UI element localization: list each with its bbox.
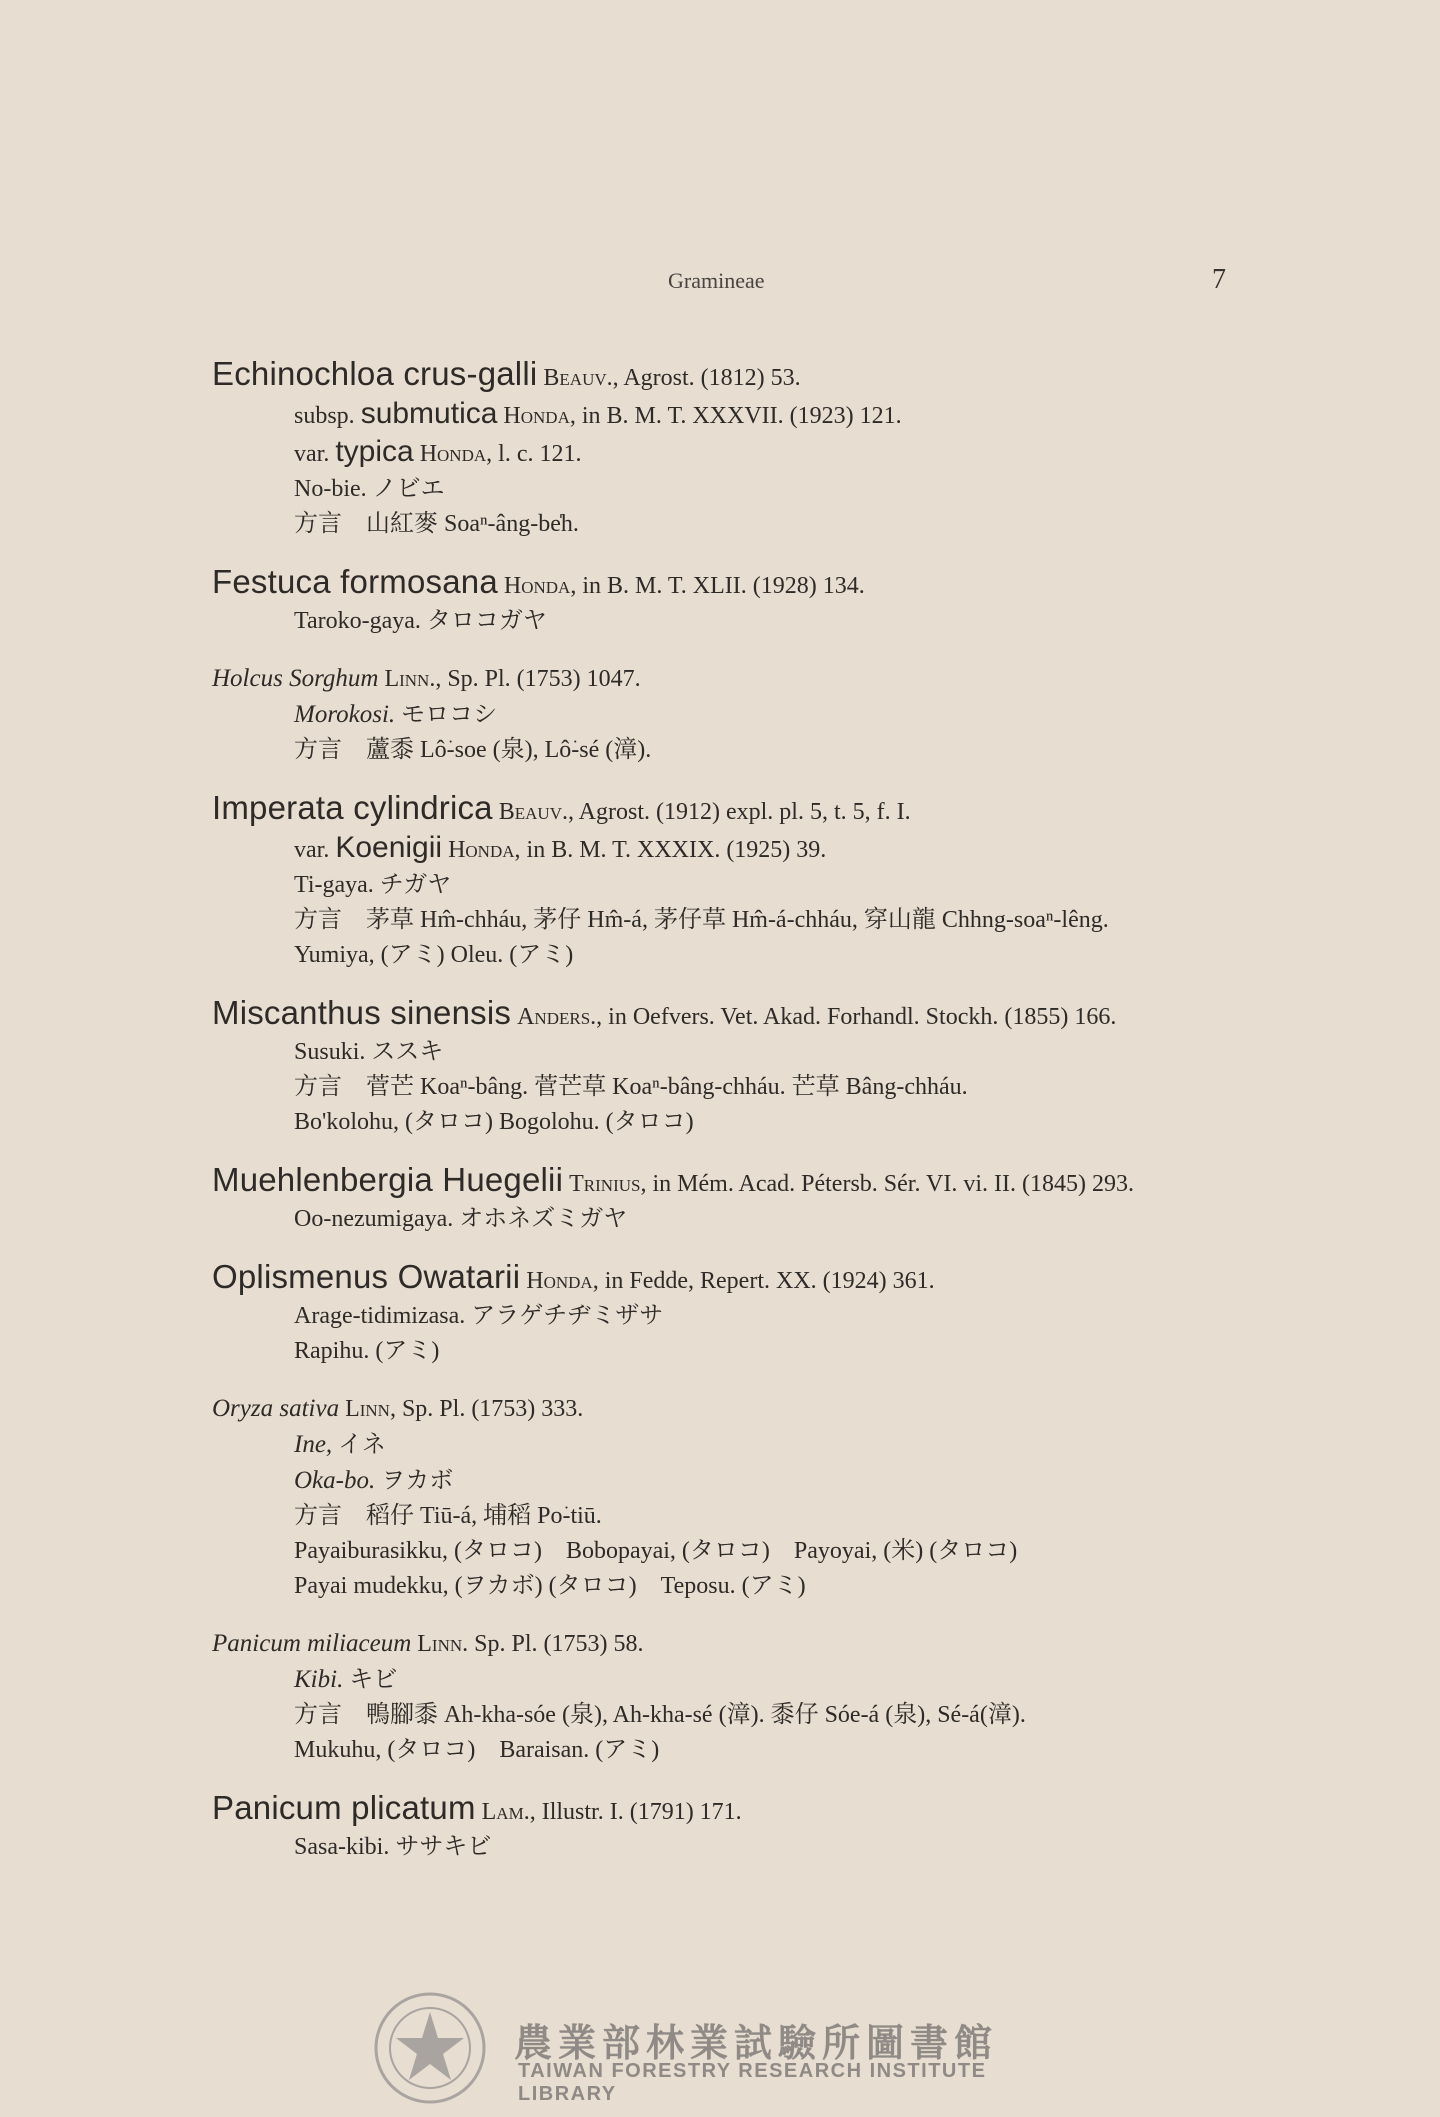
- citation: , Agrost. (1912) expl. pl. 5, t. 5, f. I.: [567, 799, 911, 825]
- species-name: Holcus Sorghum: [212, 665, 379, 692]
- page-number: 7: [1212, 264, 1226, 295]
- species-entry: [212, 790, 1252, 973]
- species-entry: [212, 1626, 1252, 1768]
- vernacular-name: Payai mudekku, (ヲカボ) (タロコ) Teposu. (アミ): [294, 1573, 806, 1599]
- vernacular-name: Ine,: [294, 1431, 333, 1458]
- author: Linn: [345, 1396, 390, 1422]
- vernacular-name: Yumiya, (アミ) Oleu. (アミ): [294, 942, 574, 968]
- species-list: [212, 356, 1252, 1887]
- species-entry: [212, 661, 1252, 768]
- author: Honda: [448, 837, 515, 863]
- dialect-name: 方言 茅草 Hm̂-chháu, 茅仔 Hm̂-á, 茅仔草 Hm̂-á-chháu, 穿山龍 Chhng-soaⁿ-lêng.: [294, 907, 1109, 933]
- kana-name: モロコシ: [401, 702, 498, 728]
- citation: , Illustr. I. (1791) 171.: [529, 1799, 742, 1825]
- dialect-name: 方言 稻仔 Tiū-á, 埔稻 Po͘-tiū.: [294, 1503, 602, 1529]
- vernacular-name: Susuki. ススキ: [294, 1039, 444, 1065]
- species-name: Muehlenbergia Huegelii: [212, 1161, 564, 1198]
- author: Honda: [526, 1268, 593, 1294]
- citation: , Sp. Pl. (1753) 333.: [389, 1396, 584, 1422]
- vernacular-name: Arage-tidimizasa. アラゲチヂミザサ: [294, 1303, 664, 1329]
- author: Honda: [419, 441, 487, 467]
- author: Linn.: [417, 1631, 469, 1657]
- author: Linn.: [384, 666, 436, 692]
- species-entry: [212, 356, 1252, 542]
- vernacular-name: Oka-bo.: [294, 1467, 376, 1494]
- citation: , in B. M. T. XXXIX. (1925) 39.: [514, 837, 827, 863]
- library-name-english: TAIWAN FORESTRY RESEARCH INSTITUTE LIBRARY: [518, 2060, 987, 2105]
- vernacular-name: Kibi.: [294, 1666, 344, 1693]
- citation: , in Fedde, Repert. XX. (1924) 361.: [592, 1268, 935, 1294]
- vernacular-name: Oo-nezumigaya. オホネズミガヤ: [294, 1206, 628, 1232]
- author: Beauv.: [498, 799, 568, 825]
- species-entry: [212, 1790, 1252, 1865]
- vernacular-name: Rapihu. (アミ): [294, 1338, 440, 1364]
- species-name: Miscanthus sinensis: [212, 994, 512, 1031]
- species-name: Echinochloa crus-galli: [212, 355, 538, 392]
- species-entry: [212, 564, 1252, 639]
- species-entry: [212, 1162, 1252, 1237]
- dialect-name: 方言 蘆黍 Lô͘-soe (泉), Lô͘-sé (漳).: [294, 737, 652, 763]
- species-name: Oryza sativa: [212, 1395, 340, 1422]
- rank-prefix: var.: [294, 441, 330, 467]
- species-name: Panicum plicatum: [212, 1789, 476, 1826]
- vernacular-name: Sasa-kibi. ササキビ: [294, 1834, 492, 1860]
- dialect-name: 方言 鴨腳黍 Ah-kha-sóe (泉), Ah-kha-sé (漳). 黍仔 Sóe-á (泉), Sé-á(漳).: [294, 1702, 1026, 1728]
- species-name: Imperata cylindrica: [212, 789, 493, 826]
- species-entry: [212, 1259, 1252, 1369]
- subspecies-name: submutica: [360, 397, 498, 430]
- vernacular-name: Bo'kolohu, (タロコ) Bogolohu. (タロコ): [294, 1109, 694, 1135]
- author: Beauv.: [543, 365, 613, 391]
- kana-name: イネ: [338, 1432, 386, 1458]
- vernacular-name: Mukuhu, (タロコ) Baraisan. (アミ): [294, 1737, 660, 1763]
- author: Trinius: [569, 1171, 641, 1197]
- library-seal-icon: [372, 1990, 488, 2106]
- citation: , in Oefvers. Vet. Akad. Forhandl. Stockh. (1855) 166.: [596, 1004, 1117, 1030]
- author: Honda: [503, 573, 571, 599]
- species-entry: [212, 995, 1252, 1140]
- kana-name: ヲカボ: [381, 1468, 454, 1494]
- rank-prefix: var.: [294, 837, 330, 863]
- vernacular-name: Morokosi.: [294, 701, 396, 728]
- author: Lam.: [481, 1799, 530, 1825]
- rank-prefix: subsp.: [294, 403, 355, 429]
- library-watermark: [372, 1990, 1092, 2110]
- citation: , in B. M. T. XLII. (1928) 134.: [570, 573, 865, 599]
- author: Honda: [503, 403, 570, 429]
- variety-name: typica: [335, 435, 414, 468]
- species-name: Oplismenus Owatarii: [212, 1258, 521, 1295]
- citation: Sp. Pl. (1753) 58.: [468, 1631, 644, 1657]
- species-name: Festuca formosana: [212, 563, 498, 600]
- page-header: [0, 264, 1440, 298]
- library-name-chinese: 農業部林業試驗所圖書館: [514, 2021, 999, 2065]
- vernacular-name: Payaiburasikku, (タロコ) Bobopayai, (タロコ) Payoyai, (米) (タロコ): [294, 1538, 1018, 1564]
- species-entry: [212, 1391, 1252, 1604]
- kana-name: キビ: [349, 1667, 398, 1693]
- species-name: Panicum miliaceum: [212, 1630, 412, 1657]
- citation: , in B. M. T. XXXVII. (1923) 121.: [569, 403, 902, 429]
- dialect-name: 方言 山紅麥 Soaⁿ-âng-be̍h.: [294, 511, 579, 537]
- author: Anders.: [517, 1004, 597, 1030]
- citation: , Sp. Pl. (1753) 1047.: [435, 666, 641, 692]
- running-head: Gramineae: [668, 268, 765, 293]
- citation: , in Mém. Acad. Pétersb. Sér. VI. vi. II. (1845) 293.: [640, 1171, 1134, 1197]
- citation: , l. c. 121.: [486, 441, 582, 467]
- dialect-name: 方言 菅芒 Koaⁿ-bâng. 菅芒草 Koaⁿ-bâng-chháu. 芒草 Bâng-chháu.: [294, 1074, 968, 1100]
- variety-name: Koenigii: [335, 831, 443, 864]
- vernacular-name: Ti-gaya. チガヤ: [294, 872, 452, 898]
- citation: , Agrost. (1812) 53.: [612, 365, 801, 391]
- vernacular-name: No-bie. ノビエ: [294, 476, 445, 502]
- vernacular-name: Taroko-gaya. タロコガヤ: [294, 608, 547, 634]
